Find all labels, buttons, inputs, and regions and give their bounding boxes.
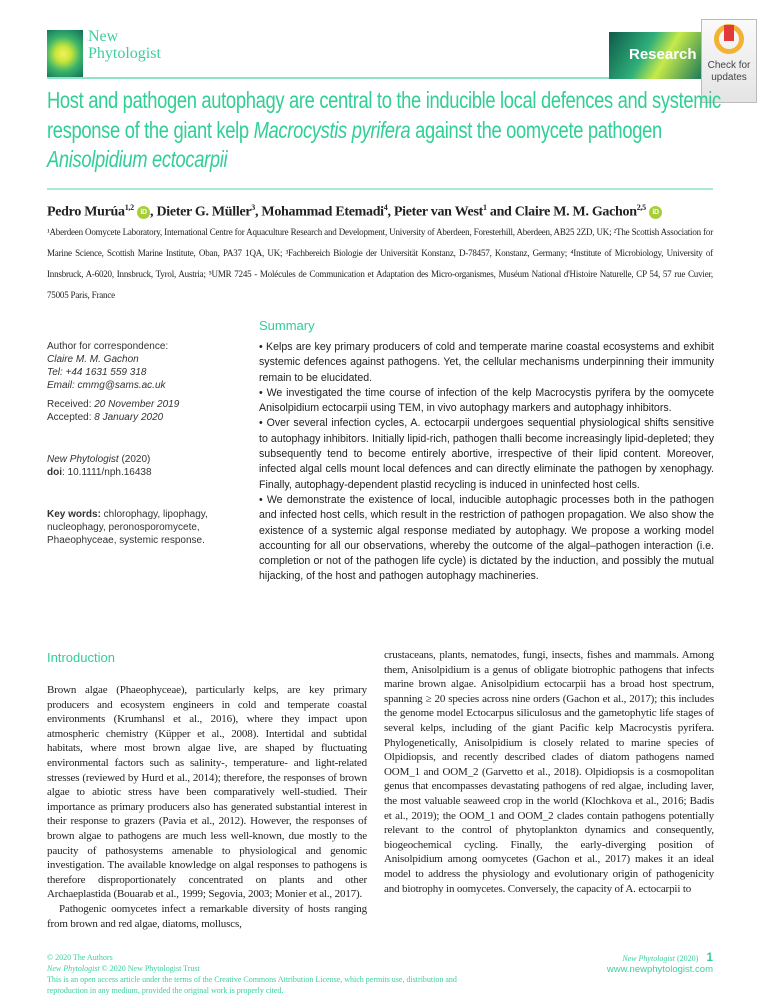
body-paragraph: crustaceans, plants, nematodes, fungi, insects, fishes and mammals. Among them, Anisolpidium is a genus of obligate biotrophic pathogens that infects marine brown algae. Anisolpidium ectocarpii has a broad host spectrum, spanning ≥ 20 species across nine orders (Gachon et al., 2017); this includes the genome model Ectocarpus siliculosus and the gametophytic life stages of several kelps, including of the giant Pacific kelp Macrocystis pyrifera. Phylogenetically, Anisolpidium is closely related to marine species of Olpidiopsis, and recently described clades of diatom pathogens named OOM_1 and OOM_2 (Garvetto et al., 2018). Olpidiopsis is a cosmopolitan genus that encompasses devastating pathogens of red algae, including laver, the most valuable seaweed crop in the world (Klochkova et al., 2016; Badis et al., 2019); the OOM_1 and OOM_2 clades contain pathogens potentially relevant to the control of phytoplankton dynamics and consequently, biogeochemical cycling. Finally, the early-diverging position of Anisolpidium among oomycetes (Gachon et al., 2017) makes it an ideal model to address the physiology and evolutionary origin of pathogenicity and biotrophy in oomycetes. Conversely, the capacity of A. ectocarpii to — [384, 649, 714, 895]
author-affiliation-marker: 2,5 — [636, 203, 646, 212]
journal-logo — [47, 30, 83, 78]
citation-year: (2020) — [118, 454, 151, 465]
body-column-right — [384, 648, 714, 896]
orcid-icon[interactable]: iD — [137, 206, 150, 219]
journal-citation: New Phytologist — [47, 454, 119, 465]
keywords: chlorophagy, lipophagy, nucleophagy, peronosporomycete, Phaeophyceae, systemic response. — [47, 509, 208, 546]
article-title — [47, 86, 747, 175]
journal-website-link[interactable]: www.newphytologist.com — [606, 964, 713, 975]
author-list: Pedro Murúa$^{1,2}$ iD , Dieter G. Müller$^3$, Mohammad Etemadi$^4$, Pieter van West$^1$ and Claire M. M. Gachon$^{2,5}$ iD — [47, 199, 727, 222]
author-affiliation-marker: 1 — [482, 203, 487, 212]
footer-journal-info — [560, 952, 713, 975]
title-species: Macrocystis pyrifera — [253, 116, 411, 143]
copyright-authors: © 2020 The Authors — [47, 953, 113, 962]
author-affiliation-marker: 4 — [383, 203, 388, 212]
author: Claire M. M. Gachon — [514, 204, 637, 220]
keywords-label: Key words: — [47, 509, 101, 520]
orcid-icon[interactable]: iD — [649, 206, 662, 219]
author: Pedro Murúa — [47, 204, 125, 220]
license-text: This is an open access article under the terms of the Creative Commons Attribution License, which permits use, distribution and reproduction in any medium, provided the original work is properly cited. — [47, 975, 457, 995]
title-text: against the oomycete pathogen — [410, 116, 662, 143]
body-paragraph: Brown algae (Phaeophyceae), particularly kelps, are key primary producers and ecosystem engineers in cold and temperate coastal environments (Krumhansl et al., 2016), where they impact upon atmospheric chemistry (Küpper et al., 2008). Intertidal and subtidal habitats, where most brown algae live, are shaped by fluctuating environmental factors such as salinity-, temperature- and light-related stresses (reviewed by Hurd et al., 2014); therefore, the responses of brown algae to abiotic stress have been comparatively well-studied. Their importance as primary producers also has generated substantial interest in their response to grazers (Pavia et al., 2012). However, the responses of brown algae to pathogens are much less well-known, due mostly to the paucity of pathosystems amenable to physiological and genomic investigation. The available knowledge on algal responses to pathogens is therefore disproportionately concentrated on plants and other Archaeplastida (Bouarab et al., 1999; Segovia, 2003; Monier et al., 2017). — [47, 684, 367, 901]
page-number: 1 — [706, 950, 713, 964]
author: Mohammad Etemadi — [261, 204, 384, 220]
received-label: Received: — [47, 399, 95, 410]
author: Dieter G. Müller — [156, 204, 252, 220]
title-divider — [47, 188, 713, 190]
title-text: Host and pathogen autophagy are central to the inducible local defences and systemic response of the giant kelp — [47, 87, 721, 143]
title-species: Anisolpidium ectocarpii — [47, 146, 228, 172]
doi-label: doi — [47, 467, 62, 478]
affiliations: ¹Aberdeen Oomycete Laboratory, International Centre for Aquaculture Research and Development, University of Aberdeen, Foresterhill, Aberdeen, AB25 2ZD, UK; ²The Scottish Association for Marine Science, Scottish Marine Institute, Oban, PA37 1QA, UK; ³Fachbereich Biologie der Universität Konstanz, D-78457, Konstanz, Germany; ⁴Institute of Microbiology, University of Innsbruck, A-6020, Innsbruck, Tyrol, Austria; ⁵UMR 7245 - Molécules de Communication et Adaptation des Micro-organismes, Muséum National d'Histoire Naturelle, CP 54, 57 rue Cuvier, 75005 Paris, France — [47, 227, 713, 300]
footer-journal: New Phytologist — [47, 964, 100, 973]
copyright-trust: © 2020 New Phytologist Trust — [99, 964, 200, 973]
body-column-left — [47, 683, 367, 931]
summary-bullet: • We demonstrate the existence of local, inducible autophagic processes both in the pathogen and infected host cells, which result in the restriction of pathogen propagation. We also show the existence of a systemic algal response mediated by autophagy. We propose a working model accounting for all our observations, whereby the outcome of the algal–pathogen interaction (i.e. completion or not of the pathogen life cycle) is dictated by the induction, and possibly the mutual hijacking, of the host and pathogen autophagy machineries. — [259, 493, 714, 583]
header-divider — [47, 77, 610, 79]
summary-heading: Summary — [259, 318, 315, 333]
journal-name-line2: Phytologist — [88, 45, 161, 62]
received-date: 20 November 2019 — [94, 399, 180, 410]
bookmark-icon — [714, 24, 744, 54]
article-info-sidebar — [47, 340, 247, 547]
journal-name — [88, 28, 161, 62]
author-affiliation-marker: 1,2 — [124, 203, 134, 212]
footer-journal: New Phytologist — [622, 954, 675, 963]
footer-year: (2020) — [674, 954, 699, 963]
introduction-heading: Introduction — [47, 650, 115, 665]
summary-bullet: • Kelps are key primary producers of cold and temperate marine coastal ecosystems and exhibit systemic defences against pathogens. Yet, the cellular mechanisms underpinning their immunity remain to be elucidated. — [259, 341, 714, 384]
correspondence-phone: Tel: +44 1631 559 318 — [47, 367, 147, 378]
accepted-label: Accepted: — [47, 412, 95, 423]
summary-bullet: • Over several infection cycles, A. ectocarpii undergoes sequential physiological shifts sensitive to autophagy inhibitors. Initially lipid-rich, pathogen thalli become increasingly lipid-depleted; they subsequently tend to become entirely abortive, irrespective of their lipid content. Moreover, infected algal cells mount local defences and can directly eliminate the pathogen by xenophagy. Finally, autophagy-dependent plastid recycling is induced in uninfected host cells. — [259, 417, 714, 491]
doi-link[interactable]: : 10.1111/nph.16438 — [62, 467, 152, 478]
accepted-date: 8 January 2020 — [94, 412, 164, 423]
author-affiliation-marker: 3 — [251, 203, 255, 212]
body-paragraph: Pathogenic oomycetes infect a remarkable diversity of hosts ranging from brown and red algae, diatoms, molluscs, — [47, 902, 367, 930]
journal-name-line1: New — [88, 28, 119, 45]
correspondence-email[interactable]: Email: cmmg@sams.ac.uk — [47, 380, 166, 391]
correspondence-label: Author for correspondence: — [47, 341, 169, 352]
check-updates-line2: updates — [711, 72, 747, 83]
check-updates-line1: Check for — [707, 60, 751, 71]
summary-bullet: • We investigated the time course of infection of the kelp Macrocystis pyrifera by the oomycete Anisolpidium ectocarpii using TEM, in vivo autophagy markers and autophagy inhibitors. — [259, 386, 714, 415]
summary — [259, 340, 714, 585]
author: Pieter van West — [393, 204, 483, 220]
section-badge: Research — [609, 32, 701, 79]
footer-copyright — [47, 952, 467, 996]
correspondence-name: Claire M. M. Gachon — [47, 354, 139, 365]
